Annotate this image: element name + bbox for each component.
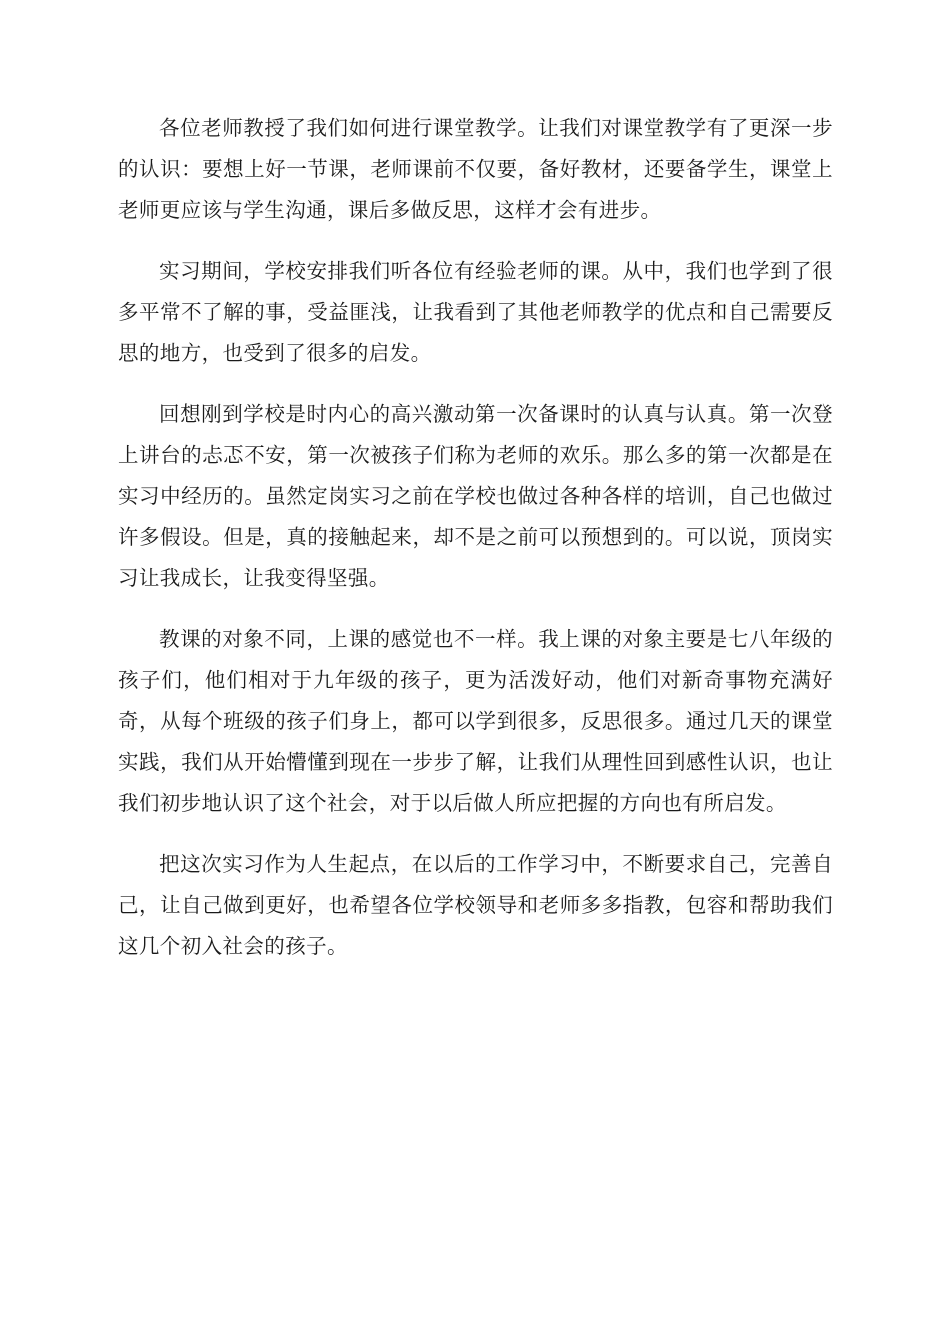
paragraph-4: 教课的对象不同，上课的感觉也不一样。我上课的对象主要是七八年级的孩子们，他们相对于九年级的孩子，更为活泼好动，他们对新奇事物充满好奇，从每个班级的孩子们身上，都可以学到很多，反思很多。通过几天的课堂实践，我们从开始懵懂到现在一步步了解，让我们从理性回到感性认识，也让我们初步地认识了这个社会，对于以后做人所应把握的方向也有所启发。 [118,627,833,815]
document-body [118,108,833,987]
paragraph-5: 把这次实习作为人生起点，在以后的工作学习中，不断要求自己，完善自己，让自己做到更好，也希望各位学校领导和老师多多指教，包容和帮助我们这几个初入社会的孩子。 [118,852,833,958]
paragraph-2: 实习期间，学校安排我们听各位有经验老师的课。从中，我们也学到了很多平常不了解的事，受益匪浅，让我看到了其他老师教学的优点和自己需要反思的地方，也受到了很多的启发。 [118,259,833,365]
paragraph-1: 各位老师教授了我们如何进行课堂教学。让我们对课堂教学有了更深一步的认识：要想上好一节课，老师课前不仅要，备好教材，还要备学生，课堂上老师更应该与学生沟通，课后多做反思，这样才会有进步。 [118,116,833,222]
paragraph-3: 回想刚到学校是时内心的高兴激动第一次备课时的认真与认真。第一次登上讲台的忐忑不安，第一次被孩子们称为老师的欢乐。那么多的第一次都是在实习中经历的。虽然定岗实习之前在学校也做过各种各样的培训，自己也做过许多假设。但是，真的接触起来，却不是之前可以预想到的。可以说，顶岗实习让我成长，让我变得坚强。 [118,402,833,590]
